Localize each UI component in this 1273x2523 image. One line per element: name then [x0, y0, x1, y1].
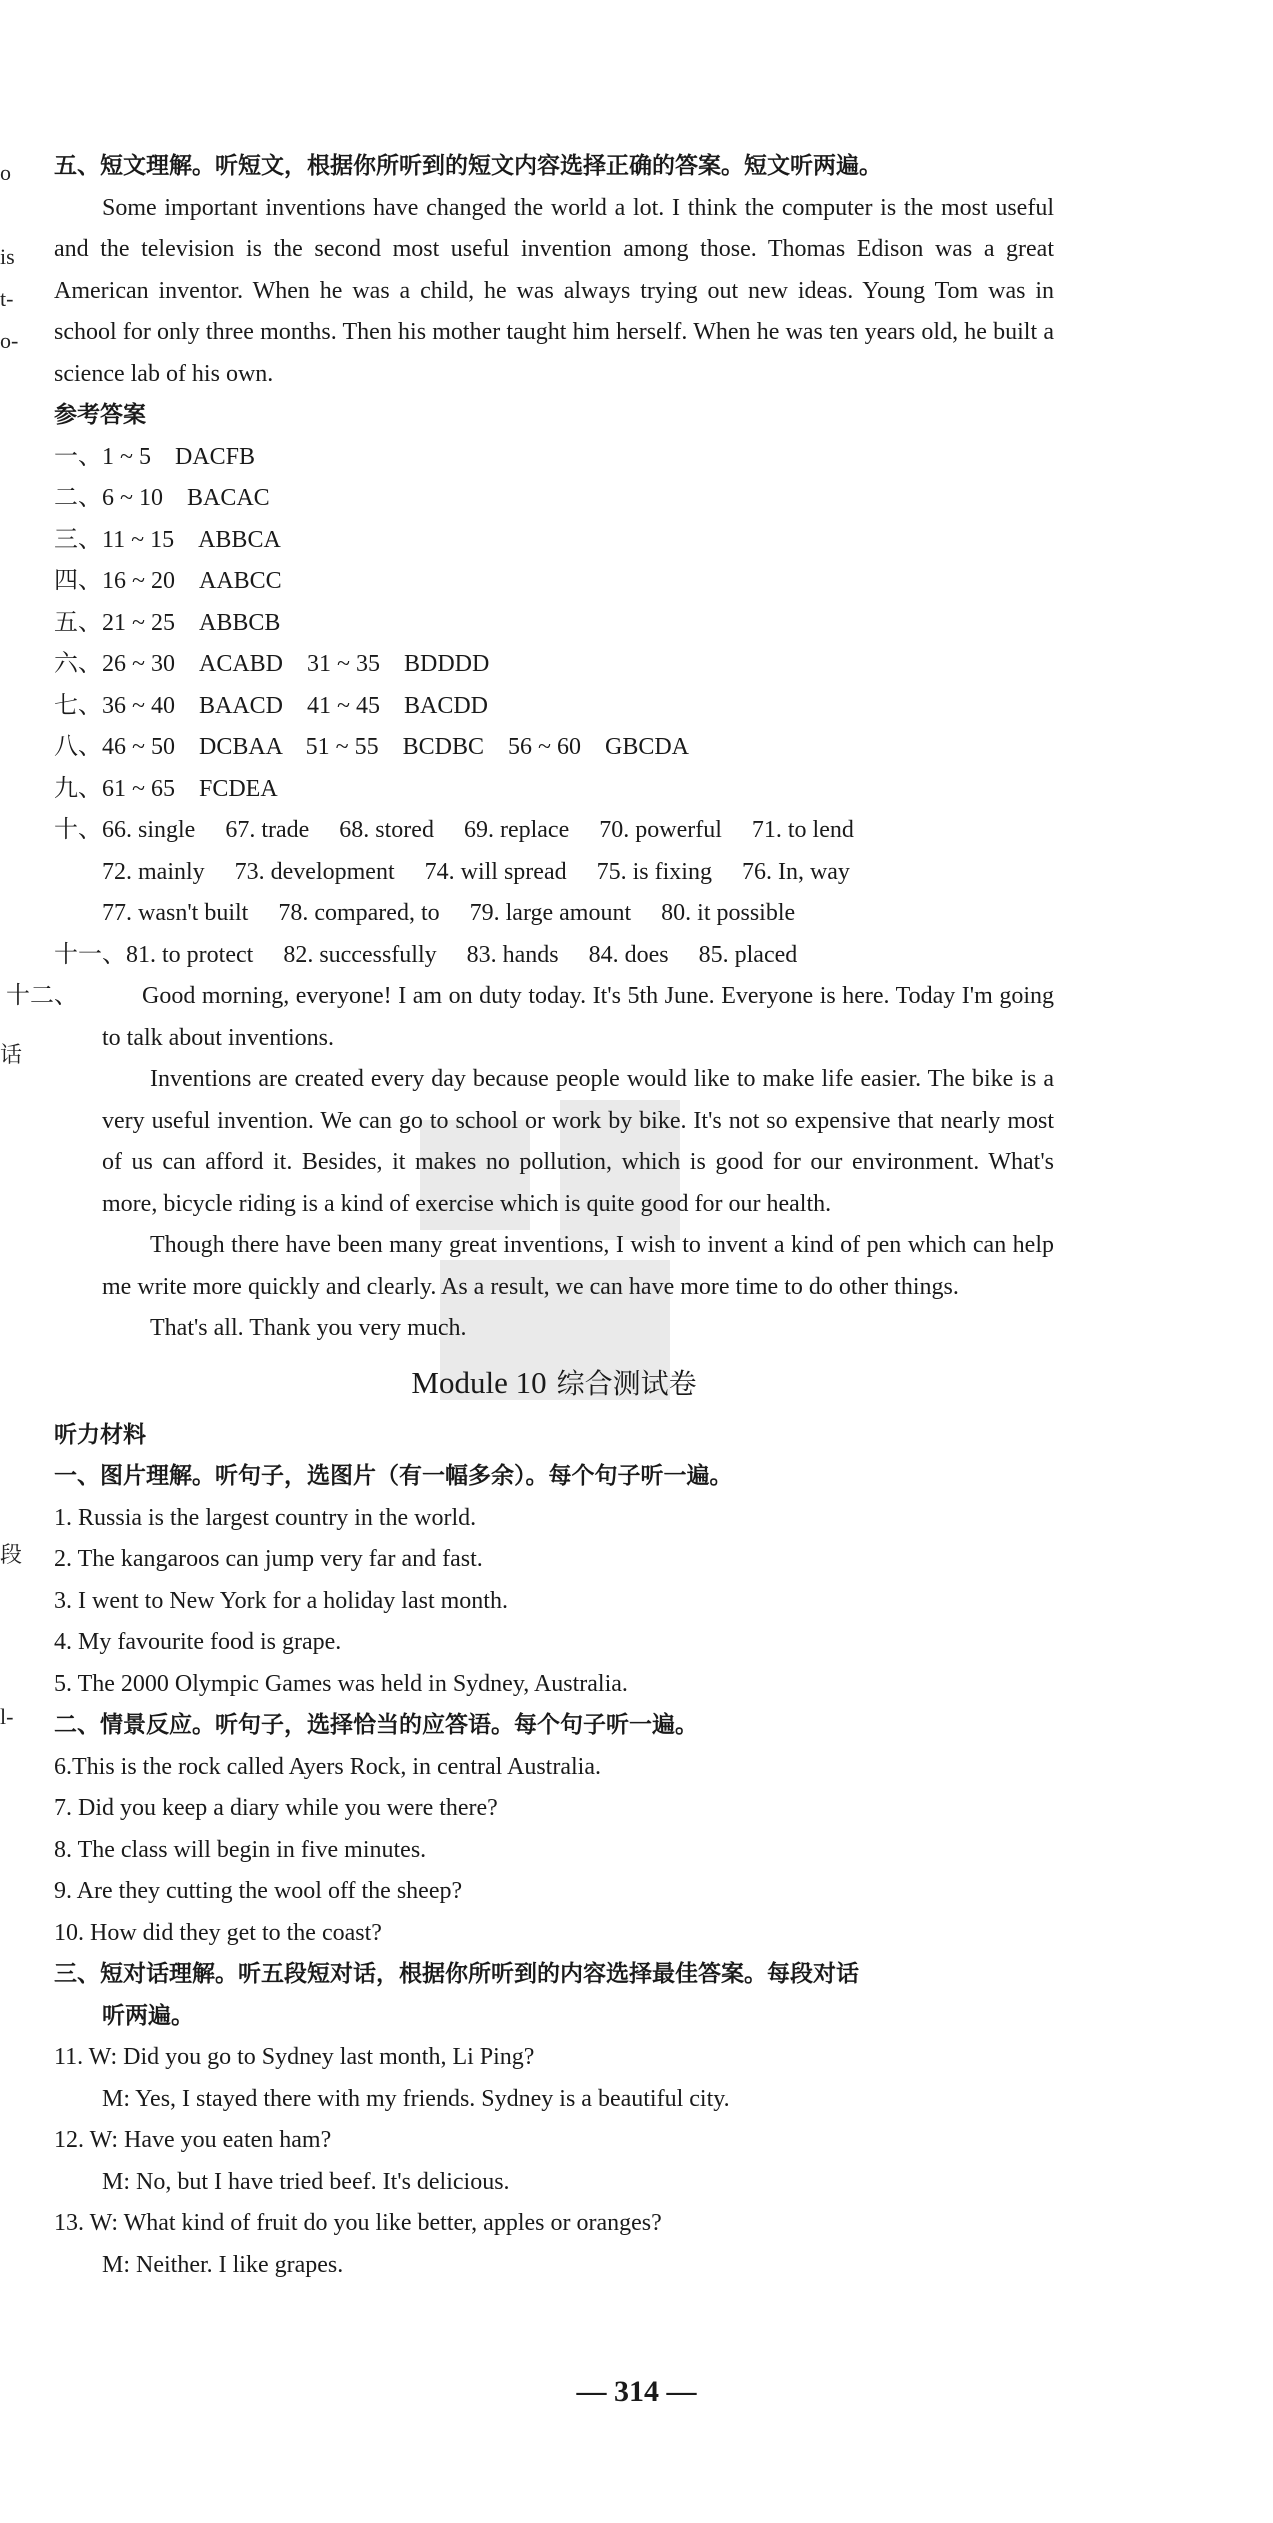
answer-item: 78. compared, to: [278, 900, 440, 926]
answer-line: 七、36 ~ 40 BAACD 41 ~ 45 BACDD: [54, 692, 488, 719]
answer-line: 九、61 ~ 65 FCDEA: [54, 775, 278, 802]
answer-line: 八、46 ~ 50 DCBAA 51 ~ 55 BCDBC 56 ~ 60 GBCDA: [54, 734, 690, 760]
answer-item: 74. will spread: [424, 858, 567, 885]
answer-item: 75. is fixing: [596, 858, 712, 885]
answer-twelve-first: [6, 976, 1054, 1059]
section5-heading: 五、短文理解。听短文，根据你所听到的短文内容选择正确的答案。短文听两遍。: [54, 153, 882, 179]
part1-heading: 一、图片理解。听句子，选图片（有一幅多余）。每个句子听一遍。: [54, 1463, 733, 1489]
answer-item: 85. placed: [698, 941, 798, 968]
answer-item: 73. development: [234, 858, 395, 885]
dialogue-answer: M: Neither. I like grapes.: [102, 2251, 344, 2278]
essay-closing: That's all. Thank you very much.: [150, 1315, 467, 1341]
answer-item: 70. powerful: [599, 817, 722, 843]
essay-opening: Good morning, everyone! I am on duty today. It's 5th June. Everyone is here. Today I'm going to talk about inventions.: [102, 983, 1054, 1051]
part2-heading: 二、情景反应。听句子，选择恰当的应答语。每个句子听一遍。: [54, 1712, 698, 1738]
edge-fragment: 话: [0, 1042, 23, 1067]
answer-eleven: [54, 935, 1054, 977]
document-body: [6, 146, 1054, 2286]
answer-item: 69. replace: [463, 817, 570, 843]
answer-item: 80. it possible: [661, 900, 796, 926]
listening-sentence: 4. My favourite food is grape.: [54, 1629, 342, 1655]
dialogue-question: 13. W: What kind of fruit do you like better, apples or oranges?: [54, 2210, 662, 2236]
listening-sentence: 5. The 2000 Olympic Games was held in Sydney, Australia.: [54, 1670, 628, 1697]
listening-heading: 听力材料: [54, 1421, 146, 1448]
answer-ten-prefix: 十、: [54, 817, 102, 843]
answer-ten-row2: [54, 852, 1054, 894]
listening-sentence: 7. Did you keep a diary while you were there?: [54, 1795, 498, 1821]
edge-fragment: o: [0, 160, 11, 185]
edge-fragment: is: [0, 244, 15, 269]
listening-sentence: 1. Russia is the largest country in the world.: [54, 1504, 477, 1531]
part3-heading: 三、短对话理解。听五段短对话，根据你所听到的内容选择最佳答案。每段对话: [54, 1961, 859, 1987]
listening-sentence: 9. Are they cutting the wool off the sheep?: [54, 1878, 463, 1904]
answer-item: 84. does: [588, 941, 669, 968]
edge-fragment: l-: [0, 1704, 14, 1729]
dialogue-answer: M: Yes, I stayed there with my friends. Sydney is a beautiful city.: [102, 2085, 730, 2112]
answer-twelve-prefix: 十二、: [6, 983, 78, 1009]
answer-item: 81. to protect: [126, 941, 254, 968]
answer-ten-row3: [54, 893, 1054, 935]
page-number: — 314 —: [576, 2375, 697, 2408]
answer-line: 四、16 ~ 20 AABCC: [54, 568, 282, 594]
answer-eleven-prefix: 十一、: [54, 941, 126, 968]
answer-line: 六、26 ~ 30 ACABD 31 ~ 35 BDDDD: [54, 651, 490, 677]
answer-line: 二、6 ~ 10 BACAC: [54, 485, 270, 511]
part3-heading-cont: 听两遍。: [102, 2002, 194, 2029]
answer-ten-row1: [54, 810, 1054, 852]
answer-line: 五、21 ~ 25 ABBCB: [54, 609, 281, 636]
dialogue-question: 11. W: Did you go to Sydney last month, Li Ping?: [54, 2044, 535, 2070]
answer-item: 82. successfully: [283, 941, 437, 968]
edge-fragment: t-: [0, 286, 14, 311]
answer-item: 77. wasn't built: [102, 900, 249, 926]
answers-heading: 参考答案: [54, 402, 146, 428]
answer-line: 三、11 ~ 15 ABBCA: [54, 526, 281, 553]
answer-item: 72. mainly: [102, 858, 205, 885]
dialogue-answer: M: No, but I have tried beef. It's delicious.: [102, 2168, 510, 2195]
answer-item: 66. single: [102, 817, 196, 843]
section5-passage: Some important inventions have changed the world a lot. I think the computer is the most useful and the television is the second most useful invention among those. Thomas Edison was a great American inventor. When he was a child, he was always trying out new ideas. Young Tom was in school for only three months. Then his mother taught him herself. When he was ten years old, he built a science lab of his own.: [54, 194, 1054, 387]
essay-paragraph: Though there have been many great inventions, I wish to invent a kind of pen which can help me write more quickly and clearly. As a result, we can have more time to do other things.: [102, 1232, 1054, 1300]
essay-paragraph: Inventions are created every day because people would like to make life easier. The bike is a very useful invention. We can go to school or work by bike. It's not so expensive that nearly most of us can afford it. Besides, it makes no pollution, which is good for our environment. What's more, bicycle riding is a kind of exercise which is quite good for our health.: [102, 1066, 1054, 1217]
answer-line: 一、1 ~ 5 DACFB: [54, 443, 256, 470]
dialogue-question: 12. W: Have you eaten ham?: [54, 2127, 332, 2153]
listening-sentence: 8. The class will begin in five minutes.: [54, 1836, 427, 1863]
answer-item: 76. In, way: [741, 858, 850, 885]
listening-sentence: 6.This is the rock called Ayers Rock, in central Australia.: [54, 1753, 601, 1780]
edge-fragment: o-: [0, 328, 19, 353]
answer-item: 83. hands: [466, 941, 559, 968]
listening-sentence: 10. How did they get to the coast?: [54, 1919, 382, 1946]
edge-fragment: 段: [0, 1542, 23, 1567]
answer-item: 67. trade: [225, 817, 310, 843]
listening-sentence: 3. I went to New York for a holiday last month.: [54, 1587, 508, 1614]
module-title: [54, 1354, 1054, 1413]
answer-item: 68. stored: [339, 817, 434, 843]
listening-sentence: 2. The kangaroos can jump very far and fast.: [54, 1546, 483, 1572]
answer-item: 71. to lend: [751, 817, 854, 843]
module-title-cn: 综合测试卷: [556, 1366, 697, 1400]
module-title-en: Module 10: [411, 1364, 547, 1400]
answer-item: 79. large amount: [469, 900, 632, 926]
